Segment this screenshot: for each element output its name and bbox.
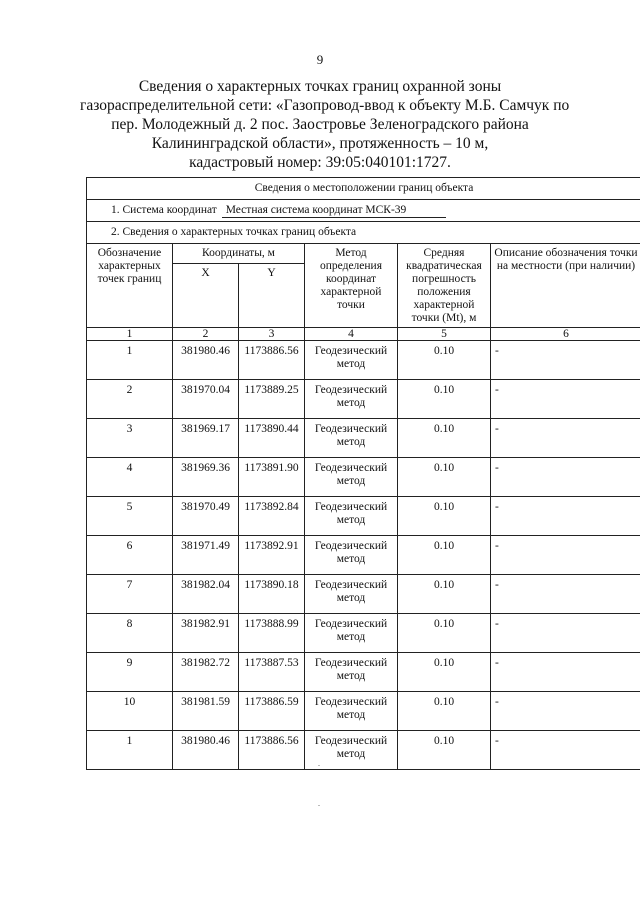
- point-number: 1: [87, 731, 173, 770]
- point-number: 3: [87, 419, 173, 458]
- column-number: 3: [239, 328, 305, 341]
- column-header-y: Y: [239, 264, 305, 328]
- x-coordinate: 381980.46: [173, 731, 239, 770]
- y-coordinate: 1173890.18: [239, 575, 305, 614]
- column-header-x: X: [173, 264, 239, 328]
- column-header-method: Метод определения координат характерной точки: [305, 244, 398, 328]
- point-number: 8: [87, 614, 173, 653]
- y-coordinate: 1173887.53: [239, 653, 305, 692]
- y-coordinate: 1173888.99: [239, 614, 305, 653]
- table-row: [87, 614, 640, 653]
- table-heading: Сведения о местоположении границ объекта: [87, 178, 640, 200]
- title-line: пер. Молодежный д. 2 пос. Заостровье Зеленоградского района: [111, 116, 529, 133]
- document-title: [80, 77, 570, 172]
- description-cell: -: [491, 341, 640, 380]
- y-coordinate: 1173886.56: [239, 341, 305, 380]
- x-coordinate: 381969.17: [173, 419, 239, 458]
- table-row: [87, 341, 640, 380]
- title-line: Калининградской области», протяженность – 10 м,: [151, 135, 489, 152]
- points-section-label: 2. Сведения о характерных точках границ объекта: [87, 222, 640, 244]
- y-coordinate: 1173891.90: [239, 458, 305, 497]
- method-cell: Геодезический метод: [305, 731, 398, 770]
- column-header-coordinates: Координаты, м: [173, 244, 305, 264]
- point-number: 9: [87, 653, 173, 692]
- description-cell: -: [491, 458, 640, 497]
- method-cell: Геодезический метод: [305, 536, 398, 575]
- method-cell: Геодезический метод: [305, 458, 398, 497]
- description-cell: -: [491, 692, 640, 731]
- x-coordinate: 381970.04: [173, 380, 239, 419]
- table-row: [87, 497, 640, 536]
- method-cell: Геодезический метод: [305, 575, 398, 614]
- description-cell: -: [491, 419, 640, 458]
- table-row: [87, 419, 640, 458]
- y-coordinate: 1173886.59: [239, 692, 305, 731]
- x-coordinate: 381982.91: [173, 614, 239, 653]
- column-number: 5: [398, 328, 491, 341]
- column-number: 1: [87, 328, 173, 341]
- x-coordinate: 381980.46: [173, 341, 239, 380]
- table-row: [87, 575, 640, 614]
- table-row: [87, 536, 640, 575]
- coordinate-system-label: 1. Система координат: [111, 203, 217, 216]
- point-number: 4: [87, 458, 173, 497]
- table-row: [87, 380, 640, 419]
- point-number: 7: [87, 575, 173, 614]
- column-header-designation: Обозначение характерных точек границ: [87, 244, 173, 328]
- title-line: кадастровый номер: 39:05:040101:1727.: [189, 154, 451, 171]
- method-cell: Геодезический метод: [305, 614, 398, 653]
- accuracy-cell: 0.10: [398, 419, 491, 458]
- x-coordinate: 381969.36: [173, 458, 239, 497]
- page-number: 9: [316, 52, 324, 67]
- coordinate-system-row: [87, 200, 640, 222]
- table-row: [87, 731, 640, 770]
- scan-speck: [318, 765, 320, 766]
- column-number: 2: [173, 328, 239, 341]
- accuracy-cell: 0.10: [398, 536, 491, 575]
- method-cell: Геодезический метод: [305, 653, 398, 692]
- point-number: 2: [87, 380, 173, 419]
- y-coordinate: 1173886.56: [239, 731, 305, 770]
- title-line: газораспределительной сети: «Газопровод-ввод к объекту М.Б. Самчук по: [80, 97, 570, 114]
- y-coordinate: 1173889.25: [239, 380, 305, 419]
- coordinate-system-value: Местная система координат МСК-39: [222, 204, 446, 218]
- description-cell: -: [491, 731, 640, 770]
- accuracy-cell: 0.10: [398, 575, 491, 614]
- column-number: 6: [491, 328, 640, 341]
- y-coordinate: 1173892.84: [239, 497, 305, 536]
- accuracy-cell: 0.10: [398, 380, 491, 419]
- point-number: 1: [87, 341, 173, 380]
- accuracy-cell: 0.10: [398, 458, 491, 497]
- boundary-points-table: [86, 177, 640, 770]
- accuracy-cell: 0.10: [398, 731, 491, 770]
- method-cell: Геодезический метод: [305, 341, 398, 380]
- method-cell: Геодезический метод: [305, 692, 398, 731]
- accuracy-cell: 0.10: [398, 692, 491, 731]
- y-coordinate: 1173890.44: [239, 419, 305, 458]
- x-coordinate: 381970.49: [173, 497, 239, 536]
- scan-speck: [318, 805, 320, 806]
- table-row: [87, 458, 640, 497]
- method-cell: Геодезический метод: [305, 419, 398, 458]
- description-cell: -: [491, 497, 640, 536]
- y-coordinate: 1173892.91: [239, 536, 305, 575]
- description-cell: -: [491, 536, 640, 575]
- accuracy-cell: 0.10: [398, 653, 491, 692]
- method-cell: Геодезический метод: [305, 497, 398, 536]
- accuracy-cell: 0.10: [398, 614, 491, 653]
- point-number: 6: [87, 536, 173, 575]
- point-number: 5: [87, 497, 173, 536]
- accuracy-cell: 0.10: [398, 497, 491, 536]
- method-cell: Геодезический метод: [305, 380, 398, 419]
- description-cell: -: [491, 575, 640, 614]
- x-coordinate: 381982.72: [173, 653, 239, 692]
- x-coordinate: 381981.59: [173, 692, 239, 731]
- column-number: 4: [305, 328, 398, 341]
- x-coordinate: 381982.04: [173, 575, 239, 614]
- point-number: 10: [87, 692, 173, 731]
- description-cell: -: [491, 614, 640, 653]
- title-line: Сведения о характерных точках границ охранной зоны: [138, 78, 502, 95]
- column-header-accuracy: Средняя квадратическая погрешность положения характерной точки (Mt), м: [398, 244, 491, 328]
- table-row: [87, 692, 640, 731]
- column-header-description: Описание обозначения точки на местности (при наличии): [491, 244, 640, 328]
- x-coordinate: 381971.49: [173, 536, 239, 575]
- table-row: [87, 653, 640, 692]
- accuracy-cell: 0.10: [398, 341, 491, 380]
- description-cell: -: [491, 380, 640, 419]
- description-cell: -: [491, 653, 640, 692]
